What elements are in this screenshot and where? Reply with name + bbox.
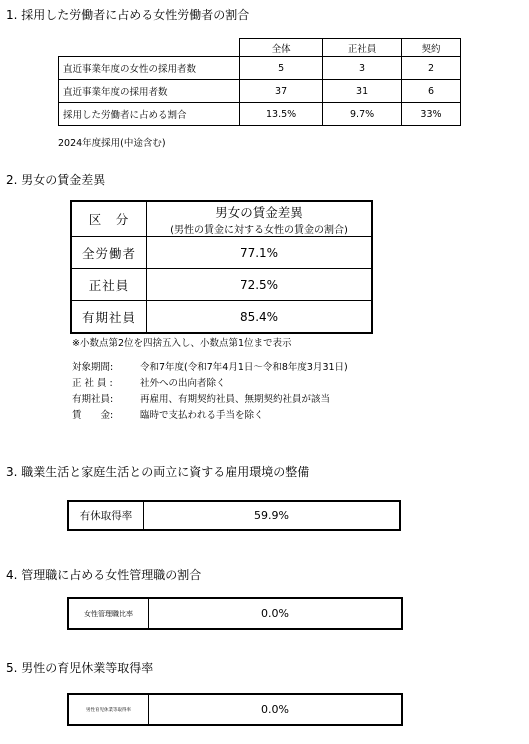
definition-desc: 令和7年度(令和7年4月1日～令和8年度3月31日) <box>140 362 348 373</box>
definition-item <box>72 376 348 392</box>
table-cell: 6 <box>401 80 460 103</box>
table-cell: 13.5% <box>240 103 323 126</box>
section4-heading: 4. 管理職に占める女性管理職の割合 <box>6 568 202 582</box>
wage-gap-title: 男女の賃金差異 <box>215 204 303 220</box>
definition-term: 有期社員: <box>72 394 114 405</box>
table-cell: 9.7% <box>323 103 402 126</box>
row-label: 有期社員 <box>71 301 147 334</box>
definition-desc: 社外への出向者除く <box>140 378 226 389</box>
female-manager-box <box>67 597 403 630</box>
table-cell: 2 <box>401 57 460 80</box>
table-header-row <box>59 39 461 57</box>
paid-leave-label: 有休取得率 <box>69 502 144 529</box>
category-header: 区 分 <box>71 201 147 237</box>
section3-heading: 3. 職業生活と家庭生活との両立に資する雇用環境の整備 <box>6 465 310 479</box>
definition-item <box>72 408 348 424</box>
table-header-row <box>71 201 372 237</box>
female-manager-label: 女性管理職比率 <box>69 599 149 628</box>
table-cell: 37 <box>240 80 323 103</box>
table-cell: 3 <box>323 57 402 80</box>
childcare-leave-value: 0.0% <box>261 703 289 716</box>
definition-term: 賃 金: <box>72 410 114 421</box>
definition-term: 対象期間: <box>72 362 114 373</box>
definition-desc: 再雇用、有期契約社員、無期契約社員が該当 <box>140 394 331 405</box>
column-header: 正社員 <box>323 39 402 57</box>
table-row <box>71 269 372 301</box>
definitions-list <box>72 360 348 424</box>
row-label: 採用した労働者に占める割合 <box>59 103 240 126</box>
wage-gap-table <box>70 200 373 334</box>
row-label: 正社員 <box>71 269 147 301</box>
table-cell: 77.1% <box>147 237 373 269</box>
definition-item <box>72 360 348 376</box>
column-header: 全体 <box>240 39 323 57</box>
table-row <box>59 80 461 103</box>
definition-item <box>72 392 348 408</box>
table-cell: 72.5% <box>147 269 373 301</box>
section1-heading: 1. 採用した労働者に占める女性労働者の割合 <box>6 8 250 22</box>
wage-gap-subtitle: (男性の賃金に対する女性の賃金の割合) <box>170 224 348 236</box>
table-cell: 85.4% <box>147 301 373 334</box>
table-corner <box>59 39 240 57</box>
column-header: 契約 <box>401 39 460 57</box>
row-label: 直近事業年度の採用者数 <box>59 80 240 103</box>
rounding-footnote: ※小数点第2位を四捨五入し、小数点第1位まで表示 <box>72 338 292 349</box>
hiring-note: 2024年度採用(中途含む) <box>58 138 166 149</box>
definition-term: 正 社 員 : <box>72 378 113 389</box>
paid-leave-box <box>67 500 401 531</box>
row-label: 全労働者 <box>71 237 147 269</box>
hiring-ratio-table <box>58 38 461 126</box>
section2-heading: 2. 男女の賃金差異 <box>6 173 106 187</box>
row-label: 直近事業年度の女性の採用者数 <box>59 57 240 80</box>
table-cell: 5 <box>240 57 323 80</box>
paid-leave-value: 59.9% <box>254 509 289 522</box>
table-cell: 33% <box>401 103 460 126</box>
definition-desc: 臨時で支払われる手当を除く <box>140 410 264 421</box>
table-row <box>59 57 461 80</box>
table-row <box>71 237 372 269</box>
section5-heading: 5. 男性の育児休業等取得率 <box>6 661 154 675</box>
table-row <box>71 301 372 334</box>
table-cell: 31 <box>323 80 402 103</box>
childcare-leave-label: 男性育児休業等取得率 <box>69 695 149 724</box>
wage-gap-header <box>147 201 373 237</box>
female-manager-value: 0.0% <box>261 607 289 620</box>
childcare-leave-box <box>67 693 403 726</box>
table-row <box>59 103 461 126</box>
